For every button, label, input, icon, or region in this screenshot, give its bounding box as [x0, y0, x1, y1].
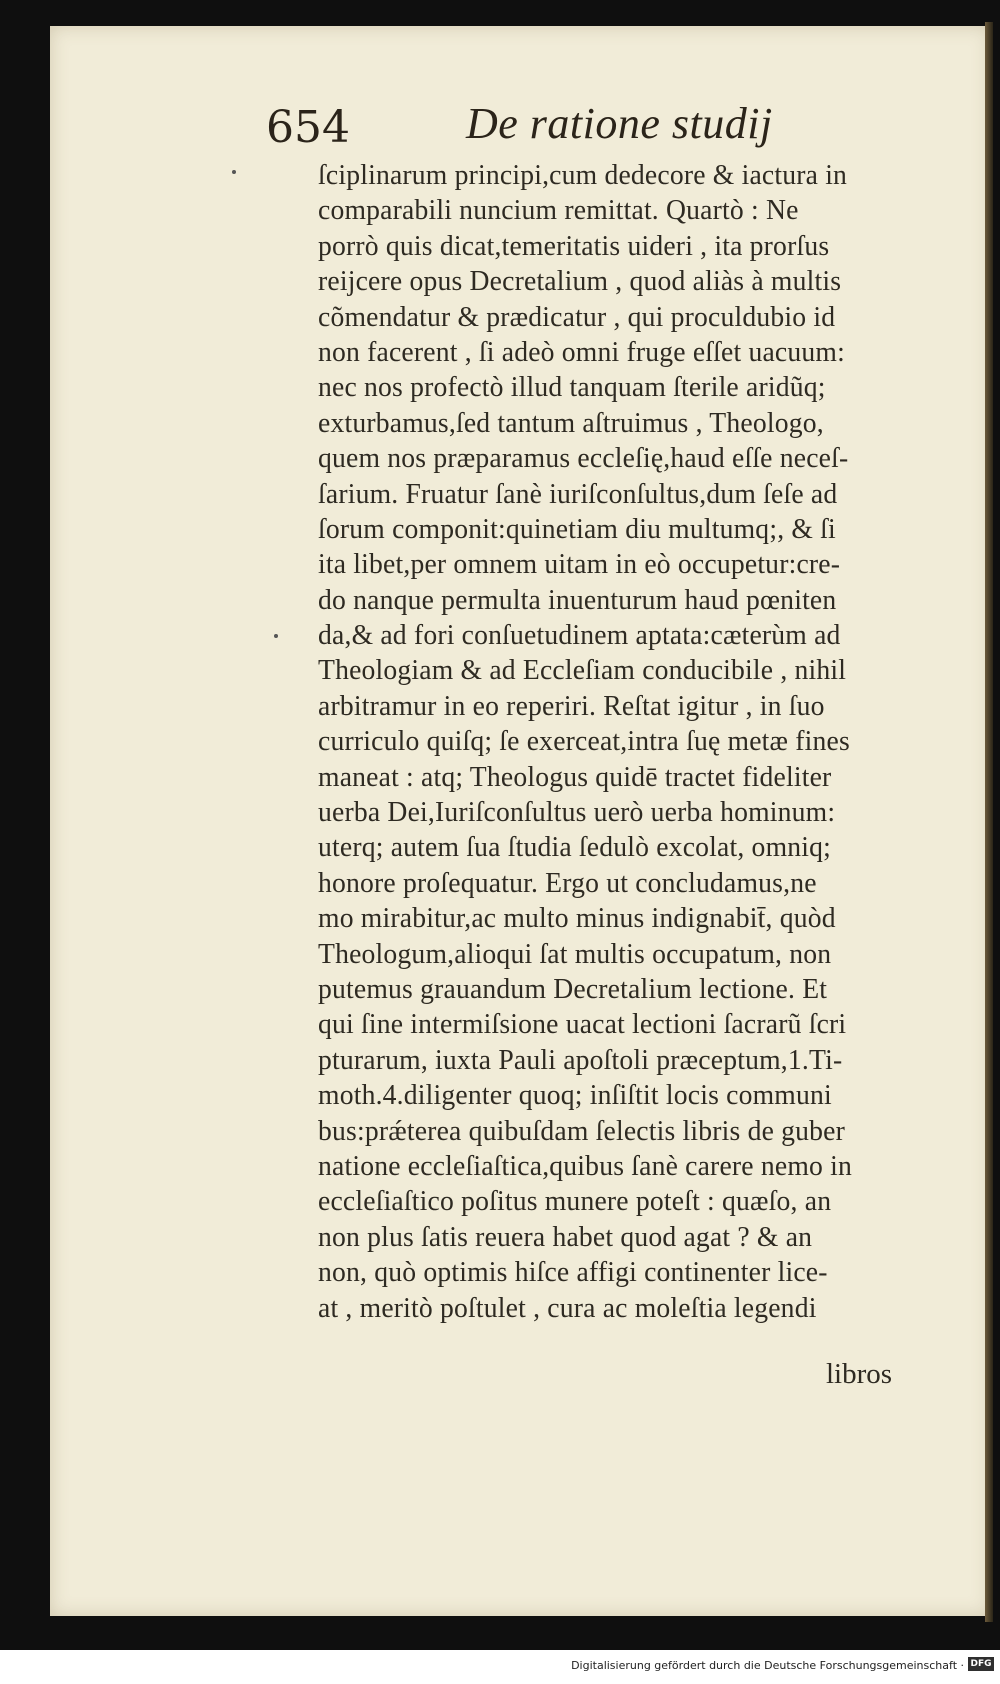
page-number: 654: [266, 102, 350, 153]
text-line: ſciplinarum principi,cum dedecore & iactura in: [318, 159, 848, 191]
text-line: ſarium. Fruatur ſanè iuriſconſultus,dum ſeſe ad: [318, 477, 838, 510]
page-edge: [985, 22, 993, 1622]
text-line: porrò quis dicat,temeritatis uideri , ita prorſus: [318, 229, 830, 262]
text-line: cõmendatur & prædicatur , qui proculdubio id: [318, 300, 836, 333]
text-line: quem nos præparamus eccleſię,haud eſſe neceſ-: [318, 442, 849, 475]
text-line: natione eccleſiaſtica,quibus ſanè carere nemo in: [318, 1149, 853, 1182]
funding-credit: Digitalisierung gefördert durch die Deutsche Forschungsgemeinschaft ·: [571, 1659, 964, 1672]
body-text: [318, 158, 958, 1326]
text-line: eccleſiaſtico poſitus munere poteſt : quæſo, an: [318, 1185, 832, 1218]
paper-speck: [232, 170, 236, 174]
dfg-logo: DFG: [968, 1657, 994, 1671]
text-line: arbitramur in eo reperiri. Reſtat igitur , in ſuo: [318, 689, 825, 722]
text-line: ſorum componit:quinetiam diu multumq;, & ſi: [318, 512, 836, 545]
text-line: maneat : atq; Theologus quidē tractet fideliter: [318, 760, 832, 793]
text-line: non facerent , ſi adeò omni fruge eſſet uacuum:: [318, 335, 845, 368]
text-line: Theologum,alioqui ſat multis occupatum, non: [318, 937, 832, 970]
running-title: De ratione studij: [466, 99, 773, 148]
text-line: at , meritò poſtulet , cura ac moleſtia legendi: [318, 1291, 817, 1324]
text-line: bus:prǽterea quibuſdam ſelectis libris de guber: [318, 1114, 846, 1147]
text-line: mo mirabitur,ac multo minus indignabit̄, quòd: [318, 902, 836, 935]
text-line: reijcere opus Decretalium , quod aliàs à multis: [318, 265, 842, 298]
text-line: nec nos profectò illud tanquam ſterile aridũq;: [318, 371, 826, 404]
paper-speck: [274, 634, 278, 638]
text-line: moth.4.diligenter quoq; inſiſtit locis communi: [318, 1079, 832, 1112]
page-header: [266, 98, 906, 164]
text-line: putemus grauandum Decretalium lectione. Et: [318, 972, 828, 1005]
text-line: do nanque permulta inuenturum haud pœniten: [318, 583, 837, 616]
catchword: libros: [826, 1358, 893, 1390]
text-line: uterq; autem ſua ſtudia ſedulò excolat, omniq;: [318, 831, 832, 864]
text-line: non, quò optimis hiſce affigi continenter lice-: [318, 1256, 828, 1289]
text-line: pturarum, iuxta Pauli apoſtoli præceptum,1.Ti-: [318, 1043, 843, 1076]
text-line: Theologiam & ad Eccleſiam conducibile , nihil: [318, 654, 847, 687]
text-line: uerba Dei,Iuriſconſultus uerò uerba hominum:: [318, 796, 836, 829]
text-line: ita libet,per omnem uitam in eò occupetur:cre-: [318, 548, 841, 581]
text-line: qui ſine intermiſsione uacat lectioni ſacrarũ ſcri: [318, 1008, 847, 1041]
text-line: non plus ſatis reuera habet quod agat ? & an: [318, 1220, 813, 1253]
text-line: curriculo quiſq; ſe exerceat,intra ſuę metæ fines: [318, 725, 850, 758]
text-line: honore proſequatur. Ergo ut concludamus,ne: [318, 866, 817, 899]
text-line: comparabili nuncium remittat. Quartò : Ne: [318, 194, 799, 227]
text-line: da,& ad fori conſuetudinem aptata:cæterùm ad: [318, 619, 841, 652]
text-line: exturbamus,ſed tantum aſtruimus , Theologo,: [318, 406, 824, 439]
footer-bar: [0, 1650, 1000, 1684]
